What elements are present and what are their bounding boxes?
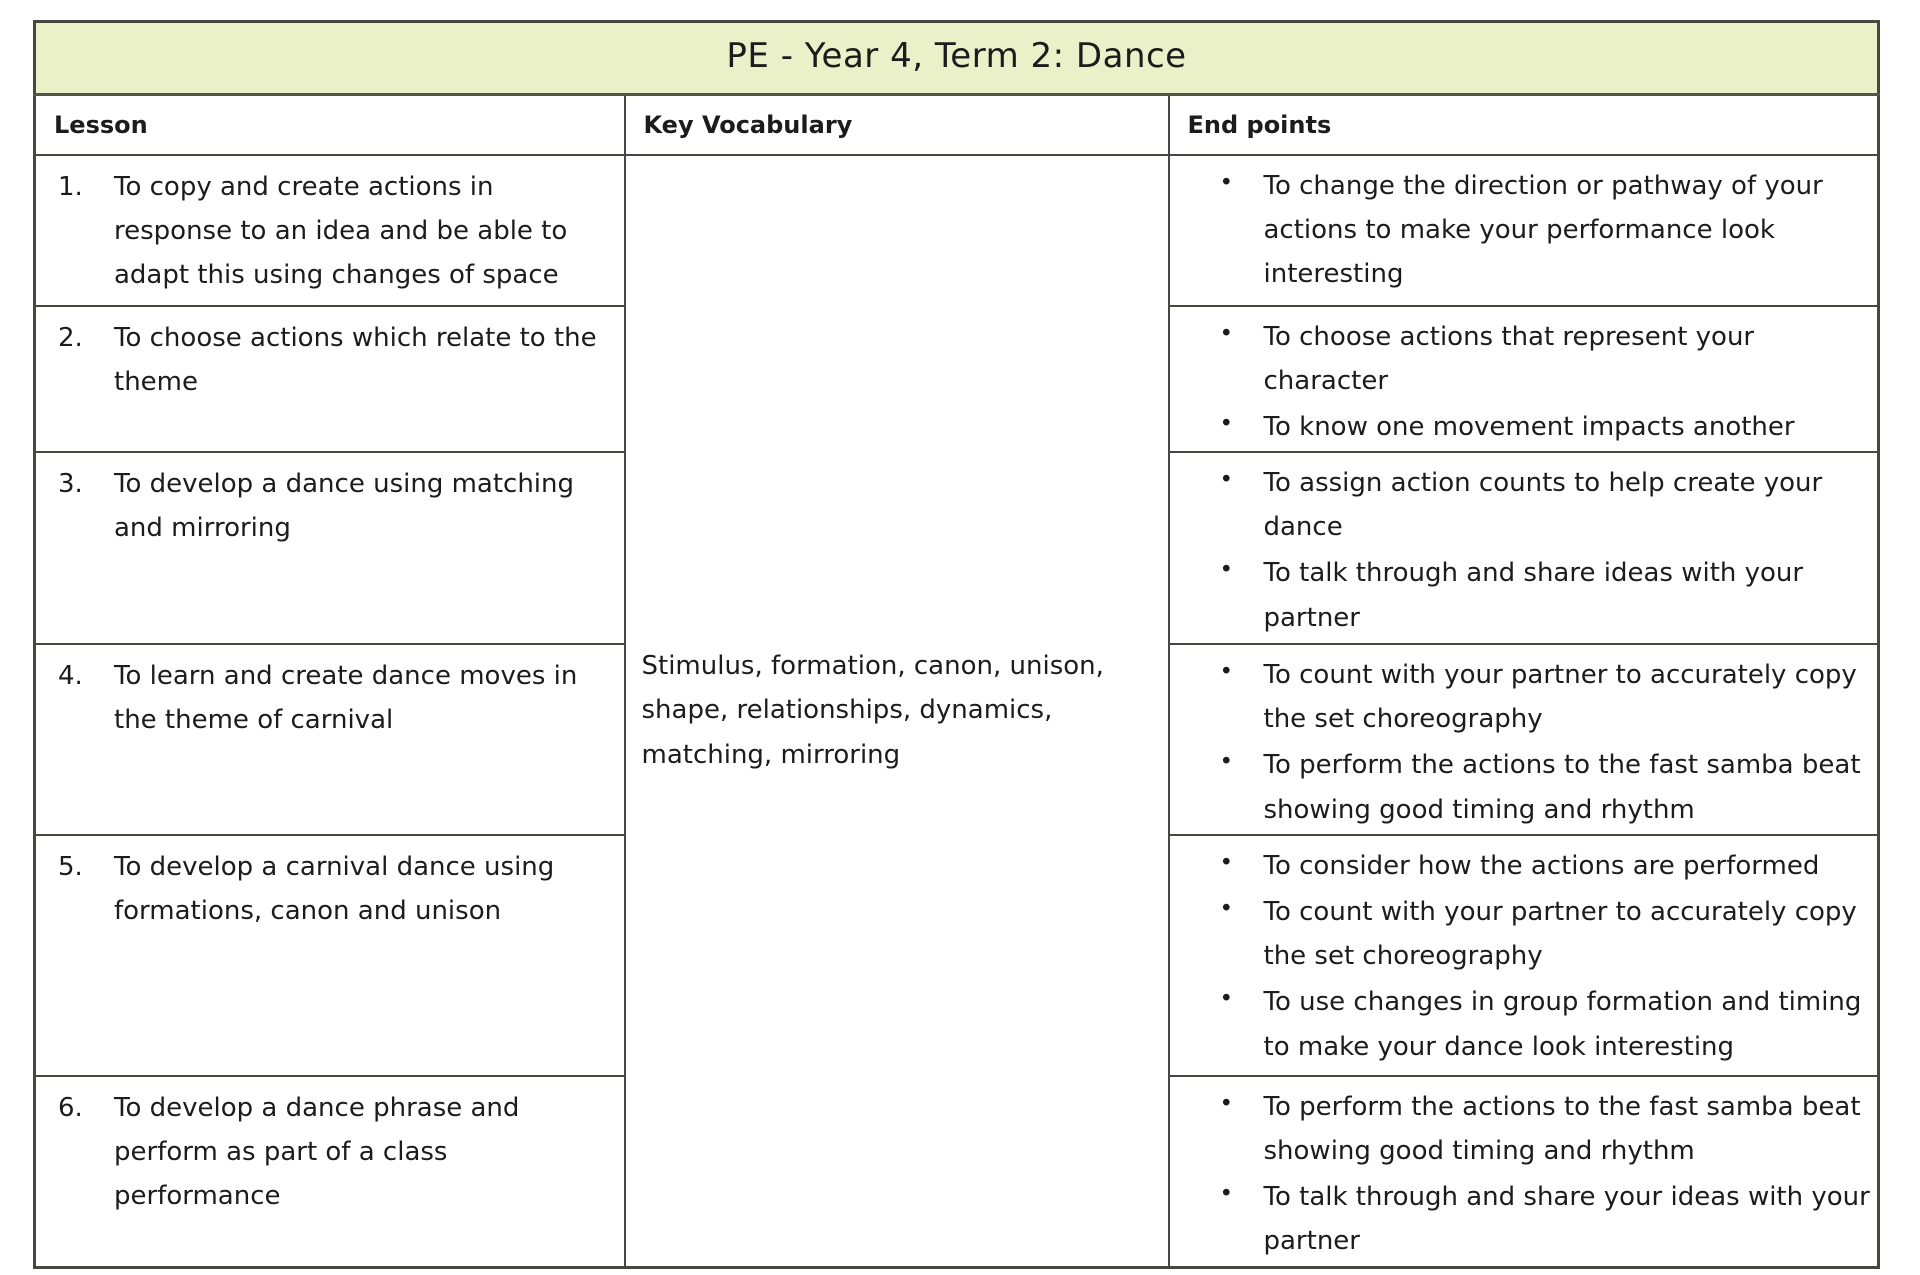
bullet-icon: • bbox=[1219, 896, 1234, 922]
end-point-text: To count with your partner to accurately copy the set choreography bbox=[1263, 897, 1857, 972]
end-points-list bbox=[1170, 1085, 1874, 1264]
lesson-number: 6. bbox=[58, 1092, 83, 1123]
lesson-cell bbox=[35, 155, 625, 306]
end-point-item bbox=[1170, 461, 1874, 549]
end-point-text: To talk through and share your ideas with your partner bbox=[1263, 1182, 1870, 1257]
end-point-text: To use changes in group formation and timing to make your dance look interesting bbox=[1263, 987, 1862, 1062]
lesson-text: To choose actions which relate to the theme bbox=[114, 322, 597, 397]
bullet-icon: • bbox=[1219, 557, 1234, 584]
end-points-list bbox=[1170, 164, 1874, 297]
end-point-item bbox=[1170, 315, 1874, 403]
end-point-item bbox=[1170, 890, 1874, 978]
end-point-text: To consider how the actions are performed bbox=[1263, 850, 1820, 881]
end-point-item bbox=[1170, 653, 1874, 741]
end-points-cell bbox=[1169, 835, 1879, 1076]
bullet-icon: • bbox=[1219, 410, 1234, 437]
end-points-list bbox=[1170, 653, 1874, 832]
lesson-text: To develop a carnival dance using formations, canon and unison bbox=[114, 851, 555, 926]
lesson-cell bbox=[35, 1076, 625, 1267]
end-points-list bbox=[1170, 315, 1874, 450]
end-point-text: To talk through and share ideas with your partner bbox=[1263, 558, 1804, 633]
lesson-text: To copy and create actions in response to an idea and be able to adapt this using changes of space bbox=[114, 171, 568, 290]
bullet-icon: • bbox=[1219, 1181, 1234, 1208]
lesson-item bbox=[36, 316, 624, 404]
page-title: PE - Year 4, Term 2: Dance bbox=[35, 22, 1879, 95]
end-point-item bbox=[1170, 164, 1874, 297]
lesson-text: To learn and create dance moves in the theme of carnival bbox=[114, 661, 578, 736]
end-point-item bbox=[1170, 844, 1874, 888]
end-point-item bbox=[1170, 405, 1874, 449]
column-header-end-points: End points bbox=[1169, 95, 1879, 155]
lesson-text: To develop a dance phrase and perform as part of a class performance bbox=[114, 1092, 520, 1212]
lesson-item bbox=[36, 165, 624, 298]
bullet-icon: • bbox=[1219, 467, 1234, 494]
lesson-text: To develop a dance using matching and mirroring bbox=[114, 469, 575, 544]
lesson-cell bbox=[35, 452, 625, 644]
bullet-icon: • bbox=[1219, 659, 1234, 686]
lesson-number: 2. bbox=[58, 322, 83, 353]
end-point-item bbox=[1170, 1085, 1874, 1173]
end-point-item bbox=[1170, 743, 1874, 831]
lesson-item bbox=[36, 845, 624, 933]
end-points-list bbox=[1170, 844, 1874, 1069]
bullet-icon: • bbox=[1219, 1090, 1234, 1117]
bullet-icon: • bbox=[1219, 849, 1234, 876]
bullet-icon: • bbox=[1219, 749, 1234, 776]
end-point-text: To count with your partner to accurately copy the set choreography bbox=[1263, 660, 1857, 735]
bullet-icon: • bbox=[1219, 986, 1234, 1013]
end-points-cell bbox=[1169, 155, 1879, 306]
lesson-number: 3. bbox=[58, 469, 83, 500]
lesson-number: 1. bbox=[58, 171, 83, 202]
end-point-text: To assign action counts to help create your dance bbox=[1263, 468, 1823, 543]
curriculum-table bbox=[33, 20, 1880, 1269]
bullet-icon: • bbox=[1219, 320, 1234, 347]
lesson-cell bbox=[35, 306, 625, 453]
end-point-text: To perform the actions to the fast samba beat showing good timing and rhythm bbox=[1263, 1091, 1861, 1166]
end-point-text: To know one movement impacts another bbox=[1263, 411, 1795, 442]
end-point-text: To perform the actions to the fast samba beat showing good timing and rhythm bbox=[1263, 750, 1861, 825]
end-points-cell bbox=[1169, 644, 1879, 835]
end-points-cell bbox=[1169, 306, 1879, 453]
end-point-item bbox=[1170, 551, 1874, 639]
lesson-cell bbox=[35, 644, 625, 835]
key-vocabulary-cell bbox=[625, 155, 1169, 1268]
column-header-key-vocabulary: Key Vocabulary bbox=[625, 95, 1169, 155]
bullet-icon: • bbox=[1219, 169, 1234, 196]
end-point-item bbox=[1170, 980, 1874, 1068]
end-points-list bbox=[1170, 461, 1874, 640]
column-header-lesson: Lesson bbox=[35, 95, 625, 155]
lesson-number: 5. bbox=[58, 851, 83, 882]
lesson-item bbox=[36, 654, 624, 742]
key-vocabulary-text: Stimulus, formation, canon, unison, shape, relationships, dynamics, matching, mirroring bbox=[641, 651, 1104, 770]
end-point-text: To choose actions that represent your character bbox=[1263, 321, 1755, 396]
end-point-text: To change the direction or pathway of your actions to make your performance look interesting bbox=[1263, 170, 1823, 289]
lesson-number: 4. bbox=[58, 661, 83, 692]
lesson-cell bbox=[35, 835, 625, 1076]
lesson-item bbox=[36, 462, 624, 550]
end-points-cell bbox=[1169, 452, 1879, 644]
lesson-item bbox=[36, 1086, 624, 1219]
end-points-cell bbox=[1169, 1076, 1879, 1267]
end-point-item bbox=[1170, 1175, 1874, 1263]
